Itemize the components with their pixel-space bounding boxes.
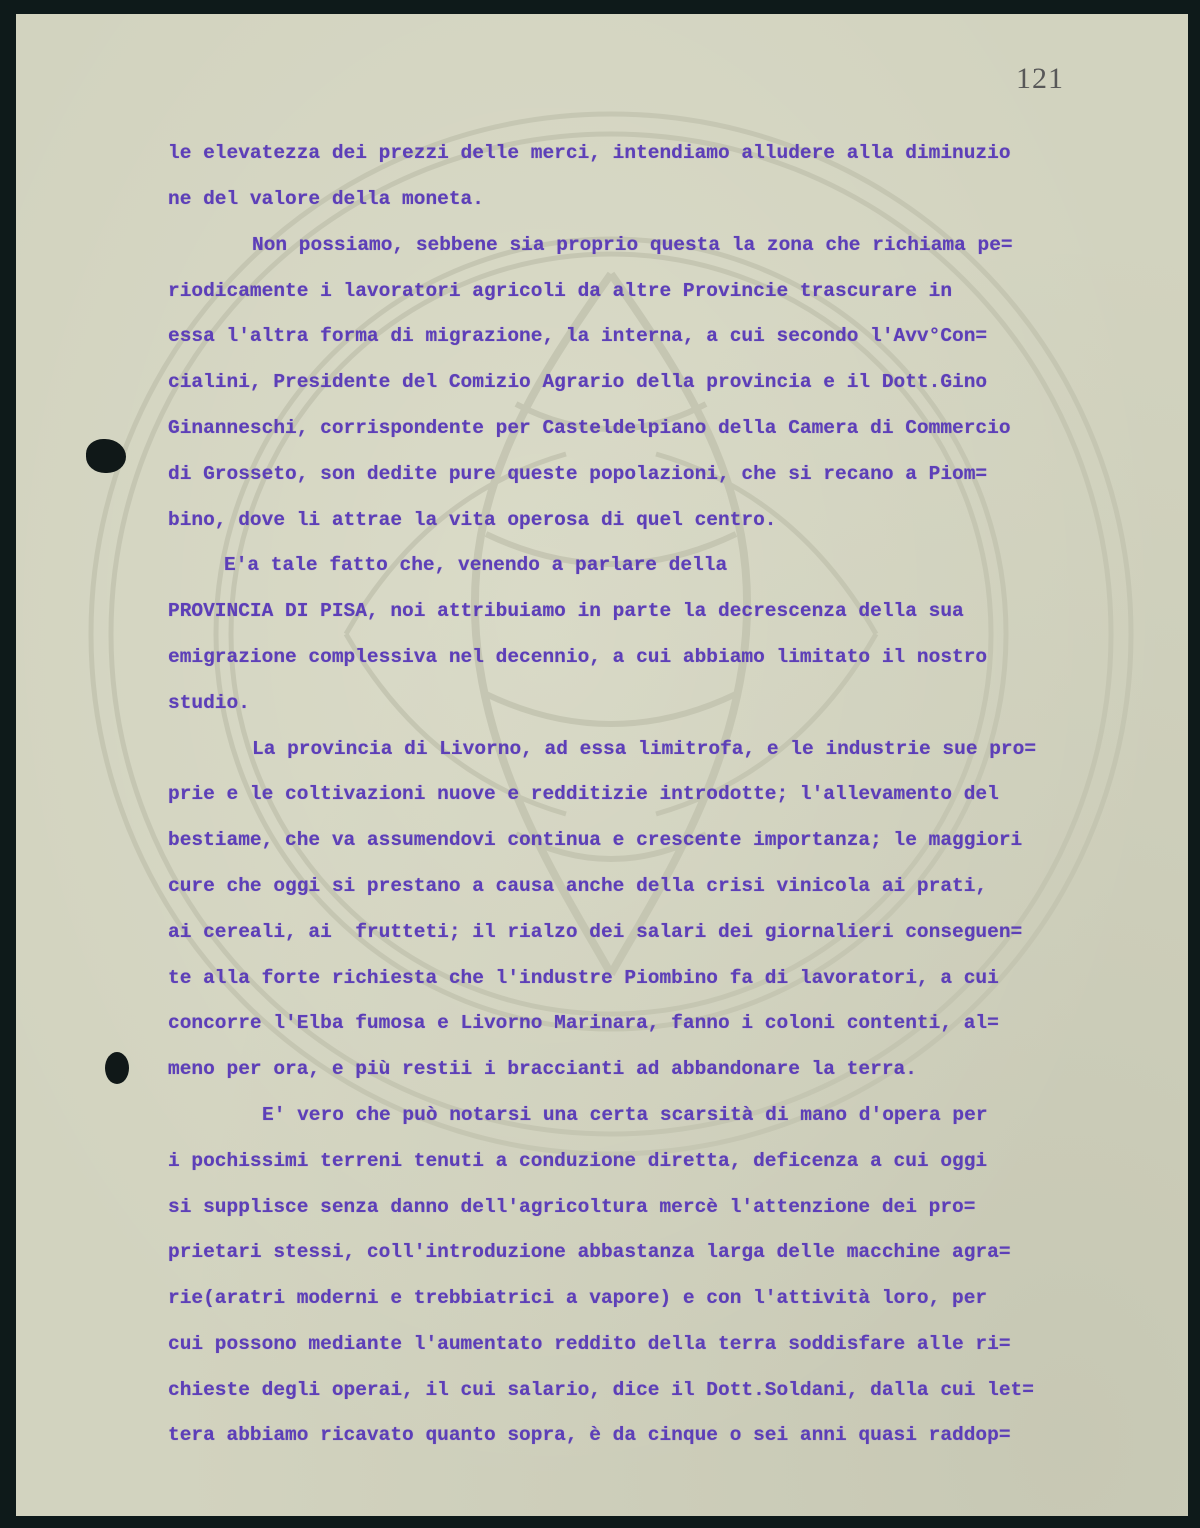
text-line: ai cereali, ai frutteti; il rialzo dei salari dei giornalieri conseguen= [168, 921, 1023, 943]
text-line: bino, dove li attrae la vita operosa di quel centro. [168, 509, 777, 531]
text-line: tera abbiamo ricavato quanto sopra, è da cinque o sei anni quasi raddop= [168, 1424, 1011, 1446]
document-page [16, 14, 1188, 1516]
text-line: PROVINCIA DI PISA, noi attribuiamo in parte la decrescenza della sua [168, 600, 964, 622]
text-line: chieste degli operai, il cui salario, dice il Dott.Soldani, dalla cui let= [168, 1379, 1034, 1401]
text-line: cialini, Presidente del Comizio Agrario della provincia e il Dott.Gino [168, 371, 988, 393]
text-line: i pochissimi terreni tenuti a conduzione diretta, deficenza a cui oggi [168, 1150, 988, 1172]
text-line: E'a tale fatto che, venendo a parlare della [224, 554, 728, 576]
text-line: cure che oggi si prestano a causa anche della crisi vinicola ai prati, [168, 875, 988, 897]
text-line: le elevatezza dei prezzi delle merci, intendiamo alludere alla diminuzio [168, 142, 1011, 164]
text-line: si supplisce senza danno dell'agricoltura mercè l'attenzione dei pro= [168, 1196, 976, 1218]
text-line: rie(aratri moderni e trebbiatrici a vapore) e con l'attività loro, per [168, 1287, 988, 1309]
text-line: essa l'altra forma di migrazione, la interna, a cui secondo l'Avv°Con= [168, 325, 988, 347]
text-line: E' vero che può notarsi una certa scarsità di mano d'opera per [262, 1104, 988, 1126]
text-line: meno per ora, e più restii i braccianti ad abbandonare la terra. [168, 1058, 917, 1080]
text-line: emigrazione complessiva nel decennio, a cui abbiamo limitato il nostro [168, 646, 988, 668]
typewritten-text [16, 14, 1188, 1516]
text-line: La provincia di Livorno, ad essa limitrofa, e le industrie sue pro= [252, 738, 1037, 760]
text-line: prie e le coltivazioni nuove e redditizie introdotte; l'allevamento del [168, 783, 999, 805]
page-number: 121 [1016, 62, 1064, 95]
text-line: ne del valore della moneta. [168, 188, 484, 210]
text-line: riodicamente i lavoratori agricoli da altre Provincie trascurare in [168, 280, 953, 302]
text-line: studio. [168, 692, 250, 714]
text-line: Non possiamo, sebbene sia proprio questa la zona che richiama pe= [252, 234, 1013, 256]
text-line: concorre l'Elba fumosa e Livorno Marinara, fanno i coloni contenti, al= [168, 1012, 999, 1034]
text-line: Ginanneschi, corrispondente per Casteldelpiano della Camera di Commercio [168, 417, 1011, 439]
text-line: te alla forte richiesta che l'industre Piombino fa di lavoratori, a cui [168, 967, 999, 989]
text-line: prietari stessi, coll'introduzione abbastanza larga delle macchine agra= [168, 1241, 1011, 1263]
text-line: cui possono mediante l'aumentato reddito della terra soddisfare alle ri= [168, 1333, 1011, 1355]
text-line: bestiame, che va assumendovi continua e crescente importanza; le maggiori [168, 829, 1023, 851]
text-line: di Grosseto, son dedite pure queste popolazioni, che si recano a Piom= [168, 463, 988, 485]
